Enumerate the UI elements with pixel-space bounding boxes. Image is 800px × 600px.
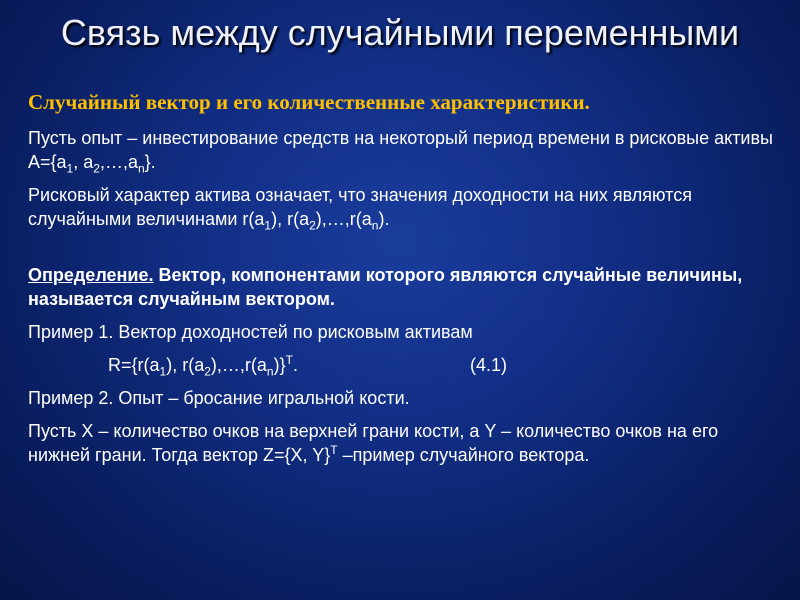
definition-text: Вектор, компонентами которого являются случайные величины, называется случайным вектором. [28,265,743,309]
definition [28,263,773,311]
subtitle: Случайный вектор и его количественные характеристики. [28,90,590,114]
formula-4-1 [28,353,773,377]
formula-expression: $R=\{r(a_1)$, $r(a_2),\dots,r(a_n)\}^T$. [108,353,298,379]
paragraph-experiment: Пусть опыт – инвестирование средств на некоторый период времени в рисковые активы $A=\{a_1$, $a_2,\dots,a_n$}. [28,128,773,176]
slide-title: Связь между случайными переменными [60,12,740,53]
definition-label: Определение. [28,265,154,285]
paragraph-risk: Рисковый характер актива означает, что значения доходности на них являются случайными величинами $r(a_1)$, $r(a_2),\dots,r(a_n)$. [28,185,692,233]
example-2: Пример 2. Опыт – бросание игральной кости. [28,388,410,408]
slide-content [28,90,773,476]
paragraph-dice: Пусть X – количество очков на верхней грани кости, а Y – количество очков на его нижней грани. Тогда вектор Z={X, Y}$^T$ –пример случайного вектора. [28,421,719,465]
example-1: Пример 1. Вектор доходностей по рисковым активам [28,322,473,342]
formula-number: (4.1) [470,355,508,375]
